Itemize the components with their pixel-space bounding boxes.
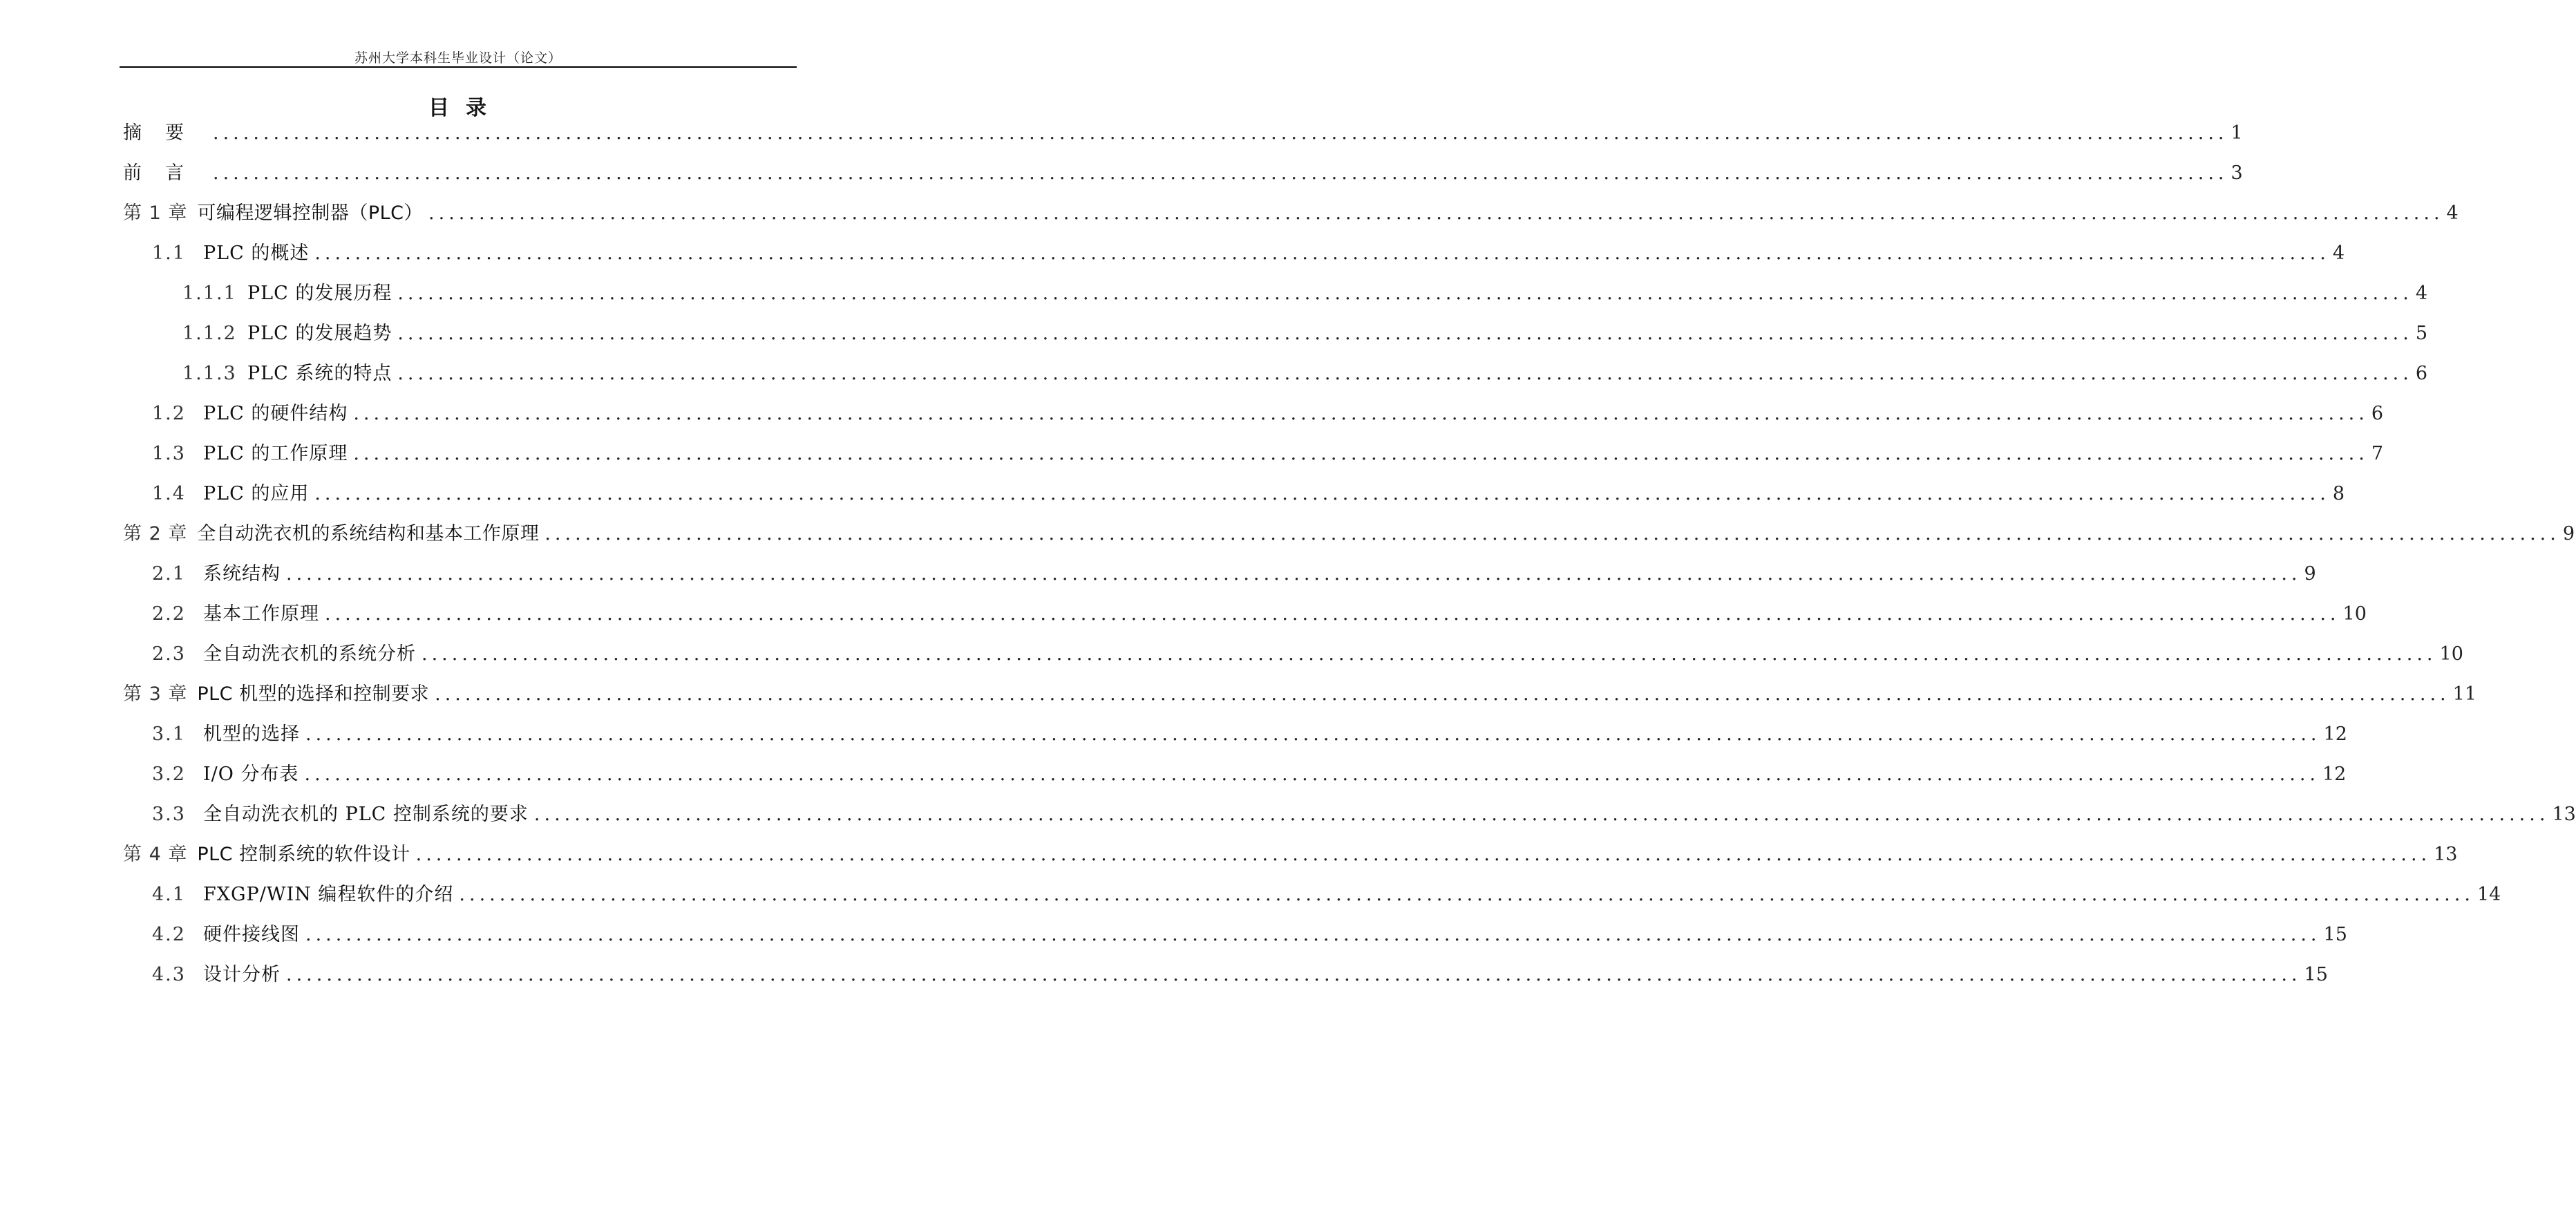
toc-entry-number: 1.1.2 — [182, 323, 237, 344]
toc-entry-section-1-1[interactable] — [152, 240, 2345, 267]
toc-leader: ........................................................................................................................................................................................................ — [286, 563, 2302, 585]
toc-entry-number: 2.2 — [152, 603, 186, 625]
toc-entry-section-3-2[interactable] — [152, 761, 2347, 788]
toc-entry-number: 3.2 — [152, 764, 186, 785]
toc-title-right: 录 — [466, 96, 488, 120]
toc-entry-title: PLC 的工作原理 — [203, 443, 348, 464]
toc-leader: ........................................................................................................................................................................................................ — [428, 202, 2444, 224]
toc-leader: ........................................................................................................................................................................................................ — [353, 443, 2369, 464]
toc-entry-title: PLC 控制系统的软件设计 — [197, 844, 410, 865]
toc-entry-number: 第 4 章 — [123, 844, 188, 865]
toc-entry-page: 9 — [2304, 563, 2316, 585]
toc-entry-number: 4.1 — [152, 884, 186, 905]
toc-entry-number: 第 2 章 — [123, 523, 188, 545]
toc-entry-number: 1.1.1 — [182, 283, 237, 304]
toc-leader: ........................................................................................................................................................................................................ — [305, 924, 2321, 945]
toc-entry-title: 硬件接线图 — [203, 924, 300, 945]
toc-entry-number: 4.3 — [152, 964, 186, 985]
toc-entry-title: 系统结构 — [203, 563, 281, 585]
toc-leader: ........................................................................................................................................................................................................ — [459, 884, 2474, 905]
toc-entry-chapter-1[interactable] — [123, 200, 2459, 227]
toc-leader: ........................................................................................................................................................................................................ — [286, 964, 2302, 985]
toc-entry-number: 4.2 — [152, 924, 186, 945]
toc-entry-page: 14 — [2476, 884, 2501, 905]
toc-entry-section-1-1-1[interactable] — [182, 280, 2428, 307]
toc-entry-preface[interactable] — [123, 160, 2243, 187]
toc-entry-section-4-1[interactable] — [152, 881, 2501, 909]
toc-entry-number: 1.1 — [152, 243, 186, 264]
toc-entry-title: 机型的选择 — [203, 723, 300, 745]
toc-entry-title: PLC 的应用 — [203, 483, 310, 504]
toc-entry-number: 1.2 — [152, 403, 186, 424]
toc-leader: ........................................................................................................................................................................................................ — [544, 523, 2560, 545]
toc-leader: ........................................................................................................................................................................................................ — [397, 363, 2413, 384]
toc-leader: ........................................................................................................................................................................................................ — [415, 844, 2432, 865]
toc-leader: ........................................................................................................................................................................................................ — [353, 403, 2369, 424]
toc-leader: ........................................................................................................................................................................................................ — [304, 764, 2320, 785]
toc-entry-page: 6 — [2371, 403, 2384, 424]
toc-entry-title: PLC 的概述 — [203, 243, 310, 264]
toc-entry-title: 设计分析 — [203, 964, 281, 985]
toc-leader: ........................................................................................................................................................................................................ — [213, 122, 2228, 144]
toc-entry-number: 1.1.3 — [182, 363, 237, 384]
toc-entry-chapter-3[interactable] — [123, 681, 2476, 708]
toc-entry-page: 4 — [2446, 202, 2459, 224]
toc-entry-page: 6 — [2415, 363, 2428, 384]
toc-entry-section-1-1-3[interactable] — [182, 360, 2428, 388]
toc-entry-title: 摘要 — [123, 122, 207, 144]
toc-entry-page: 1 — [2231, 122, 2243, 144]
toc-entry-title: PLC 的发展趋势 — [247, 323, 392, 344]
toc-entry-section-1-2[interactable] — [152, 400, 2384, 428]
toc-entry-number: 2.1 — [152, 563, 186, 585]
toc-entry-page: 5 — [2415, 323, 2428, 344]
toc-entry-page: 4 — [2332, 243, 2345, 264]
toc-entry-title: 全自动洗衣机的系统分析 — [203, 643, 416, 665]
toc-entry-number: 3.3 — [152, 804, 186, 825]
toc-entry-title: I/O 分布表 — [203, 764, 299, 785]
toc-entry-page: 12 — [2323, 723, 2347, 745]
toc-leader: ........................................................................................................................................................................................................ — [533, 804, 2550, 825]
toc-entry-page: 7 — [2371, 443, 2384, 464]
toc-entry-page: 9 — [2562, 523, 2575, 545]
toc-entry-page: 4 — [2415, 283, 2428, 304]
toc-entry-section-2-1[interactable] — [152, 560, 2316, 588]
toc-entry-section-3-1[interactable] — [152, 721, 2347, 748]
toc-leader: ........................................................................................................................................................................................................ — [325, 603, 2340, 625]
toc-entry-number: 1.4 — [152, 483, 186, 504]
toc-entry-page: 3 — [2231, 162, 2243, 184]
toc-leader: ........................................................................................................................................................................................................ — [305, 723, 2321, 745]
toc-entry-page: 11 — [2452, 683, 2476, 705]
toc-entry-section-1-1-2[interactable] — [182, 320, 2428, 348]
toc-entry-title: 基本工作原理 — [203, 603, 319, 625]
toc-entry-chapter-4[interactable] — [123, 841, 2458, 869]
toc-entry-section-1-3[interactable] — [152, 440, 2384, 468]
toc-entry-page: 15 — [2323, 924, 2347, 945]
toc-entry-chapter-2[interactable] — [123, 520, 2575, 548]
toc-leader: ........................................................................................................................................................................................................ — [314, 243, 2330, 264]
toc-entry-number: 2.3 — [152, 643, 186, 665]
toc-leader: ........................................................................................................................................................................................................ — [213, 162, 2228, 184]
toc-leader: ........................................................................................................................................................................................................ — [422, 643, 2437, 665]
toc-entry-title: 全自动洗衣机的系统结构和基本工作原理 — [197, 523, 540, 545]
toc-entry-title: PLC 机型的选择和控制要求 — [197, 683, 430, 705]
toc-entry-abstract[interactable] — [123, 120, 2243, 147]
toc-entry-number: 3.1 — [152, 723, 186, 745]
toc-title-left: 目 — [428, 96, 451, 120]
toc-entry-page: 10 — [2342, 603, 2367, 625]
toc-entry-number: 第 1 章 — [123, 202, 188, 224]
toc-entry-title: FXGP/WIN 编程软件的介绍 — [203, 884, 454, 905]
running-header: 苏州大学本科生毕业设计（论文） — [354, 50, 562, 66]
toc-leader: ........................................................................................................................................................................................................ — [435, 683, 2450, 705]
toc-entry-title: 可编程逻辑控制器（PLC） — [197, 202, 424, 224]
toc-entry-page: 15 — [2304, 964, 2328, 985]
toc-leader: ........................................................................................................................................................................................................ — [397, 323, 2413, 344]
toc-entry-page: 10 — [2439, 643, 2463, 665]
toc-entry-page: 13 — [2552, 804, 2576, 825]
toc-entry-title: PLC 的发展历程 — [247, 283, 392, 304]
toc-entry-page: 8 — [2332, 483, 2345, 504]
toc-entry-title: PLC 的硬件结构 — [203, 403, 348, 424]
toc-entry-section-2-2[interactable] — [152, 600, 2367, 628]
toc-entry-number: 1.3 — [152, 443, 186, 464]
toc-entry-title: PLC 系统的特点 — [247, 363, 392, 384]
toc-entry-title: 前言 — [123, 162, 207, 184]
toc-entry-section-1-4[interactable] — [152, 480, 2345, 508]
toc-leader: ........................................................................................................................................................................................................ — [397, 283, 2413, 304]
toc-leader: ........................................................................................................................................................................................................ — [314, 483, 2330, 504]
toc-entry-section-4-3[interactable] — [152, 961, 2328, 989]
toc-entry-number: 第 3 章 — [123, 683, 188, 705]
toc-entry-page: 13 — [2434, 844, 2458, 865]
toc-entry-section-2-3[interactable] — [152, 641, 2463, 668]
toc-entry-section-4-2[interactable] — [152, 921, 2347, 949]
toc-entry-section-3-3[interactable] — [152, 801, 2576, 828]
toc-entry-page: 12 — [2322, 764, 2347, 785]
toc-entry-title: 全自动洗衣机的 PLC 控制系统的要求 — [203, 804, 529, 825]
